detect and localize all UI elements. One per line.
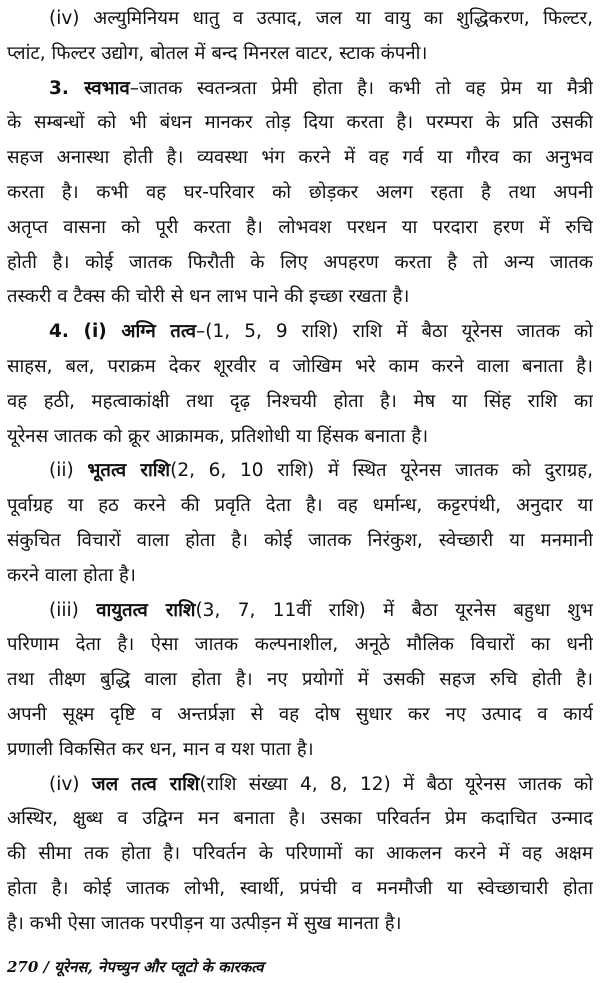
footer-separator: / <box>43 958 50 976</box>
text-line: संकुचित विचारों वाला होता है। कोई जातक निरंकुश, स्वेच्छारी या मनमानी <box>7 529 593 551</box>
paragraph-prefix: (iii) <box>49 599 79 621</box>
text-line: परिणाम देता है। ऐसा जातक कल्पनाशील, अनूठे मौलिक विचारों का धनी <box>7 634 593 656</box>
paragraph-first-line <box>7 454 593 489</box>
page-body <box>7 2 593 942</box>
text-line: अपनी सूक्ष्म दृष्टि व अन्तर्प्रज्ञा से वह दोष सुधार कर नए उत्पाद व कार्य <box>7 703 593 725</box>
text-line: पूर्वाग्रह या हठ करने की प्रवृति देता है। वह धर्मान्ध, कट्टरपंथी, अनुदार या <box>7 495 593 517</box>
page-footer <box>7 957 264 977</box>
paragraph <box>7 768 593 942</box>
paragraph-first-line <box>7 768 593 803</box>
book-title: यूरेनस, नेपच्युन और प्लूटो के कारकत्व <box>54 958 264 976</box>
text-line: तस्करी व टैक्स की चोरी से धन लाभ पाने की इच्छा रखता है। <box>7 286 410 308</box>
text-line: होती है। कोई जातक फिरौती के लिए अपहरण करता है तो अन्य जातक <box>7 251 593 273</box>
paragraph-prefix: (iv) <box>49 8 80 29</box>
line-text: –(1, 5, 9 राशि) राशि में बैठा यूरेनस जातक को <box>196 321 593 343</box>
text-line: तथा तीक्ष्ण बुद्धि वाला होता है। नए प्रयोगों में उसकी सहज रुचि होती है। <box>7 669 593 691</box>
paragraph <box>7 2 593 72</box>
paragraph-heading: वायुतत्व राशि <box>96 599 196 621</box>
text-line: वह हठी, महत्वाकांक्षी तथा दृढ़ निश्चयी होता है। मेष या सिंह राशि का <box>7 390 593 412</box>
text-line: करने वाला होता है। <box>7 564 136 586</box>
paragraph-prefix: (iv) <box>49 773 80 795</box>
text-line: होता है। कोई जातक लोभी, स्वार्थी, प्रपंची व मनमौजी या स्वेच्छाचारी होता <box>7 877 593 899</box>
text-line: साहस, बल, पराक्रम देकर शूरवीर व जोखिम भरे काम करने वाला बनाता है। <box>7 355 593 377</box>
line-text: (3, 7, 11वीं राशि) में बैठा यूरनेस बहुधा शुभ <box>195 599 593 621</box>
text-line: है। कभी ऐसा जातक परपीड़न या उत्पीड़न में सुख मानता है। <box>7 912 402 934</box>
text-line: प्रणाली विकसित कर धन, मान व यश पाता है। <box>7 738 314 760</box>
paragraph-first-line <box>7 2 593 37</box>
text-line: सहज अनास्था होती है। व्यवस्था भंग करने में वह गर्व या गौरव का अनुभव <box>7 147 593 169</box>
paragraph-heading: 3. स्वभाव <box>49 77 130 99</box>
line-text: अल्युमिनियम धातु व उत्पाद, जल या वायु का शुद्धिकरण, फिल्टर, <box>93 8 593 29</box>
paragraph-first-line <box>7 594 593 629</box>
paragraph-first-line <box>7 315 593 350</box>
text-line: के सम्बन्धों को भी बंधन मानकर तोड़ दिया करता है। परम्परा के प्रति उसकी <box>7 112 593 134</box>
paragraph-heading: जल तत्व राशि <box>91 773 200 795</box>
paragraph <box>7 315 593 454</box>
line-text: (2, 6, 10 राशि) में स्थित यूरेनस जातक को दुराग्रह, <box>170 460 593 482</box>
paragraph-heading: 4. (i) अग्नि तत्व <box>49 321 197 343</box>
text-line: प्लांट, फिल्टर उद्योग, बोतल में बन्द मिनरल वाटर, स्टाक कंपनी। <box>7 42 428 64</box>
line-text: (राशि संख्या 4, 8, 12) में बैठा यूरेनस जातक को <box>199 773 593 795</box>
page-number: 270 <box>7 958 39 976</box>
paragraph-heading: भूतत्व राशि <box>87 460 171 482</box>
paragraph-first-line <box>7 72 593 107</box>
text-line: की सीमा तक होता है। परिवर्तन के परिणामों का आकलन करने में वह अक्षम <box>7 843 593 865</box>
text-line: अतृप्त वासना को पूरी करता है। लोभवश परधन या परदारा हरण में रुचि <box>7 216 593 238</box>
text-line: यूरेनस जातक को क्रूर आक्रामक, प्रतिशोधी या हिंसक बनाता है। <box>7 425 429 447</box>
paragraph <box>7 454 593 593</box>
text-line: करता है। कभी वह घर-परिवार को छोड़कर अलग रहता है तथा अपनी <box>7 181 593 203</box>
line-text: –जातक स्वतन्त्रता प्रेमी होता है। कभी तो वह प्रेम या मैत्री <box>129 77 593 99</box>
paragraph <box>7 594 593 768</box>
paragraph <box>7 72 593 316</box>
paragraph-prefix: (ii) <box>49 460 74 482</box>
text-line: अस्थिर, क्षुब्ध व उद्विग्न मन बनाता है। उसका परिवर्तन प्रेम कदाचित उन्माद <box>7 808 593 830</box>
